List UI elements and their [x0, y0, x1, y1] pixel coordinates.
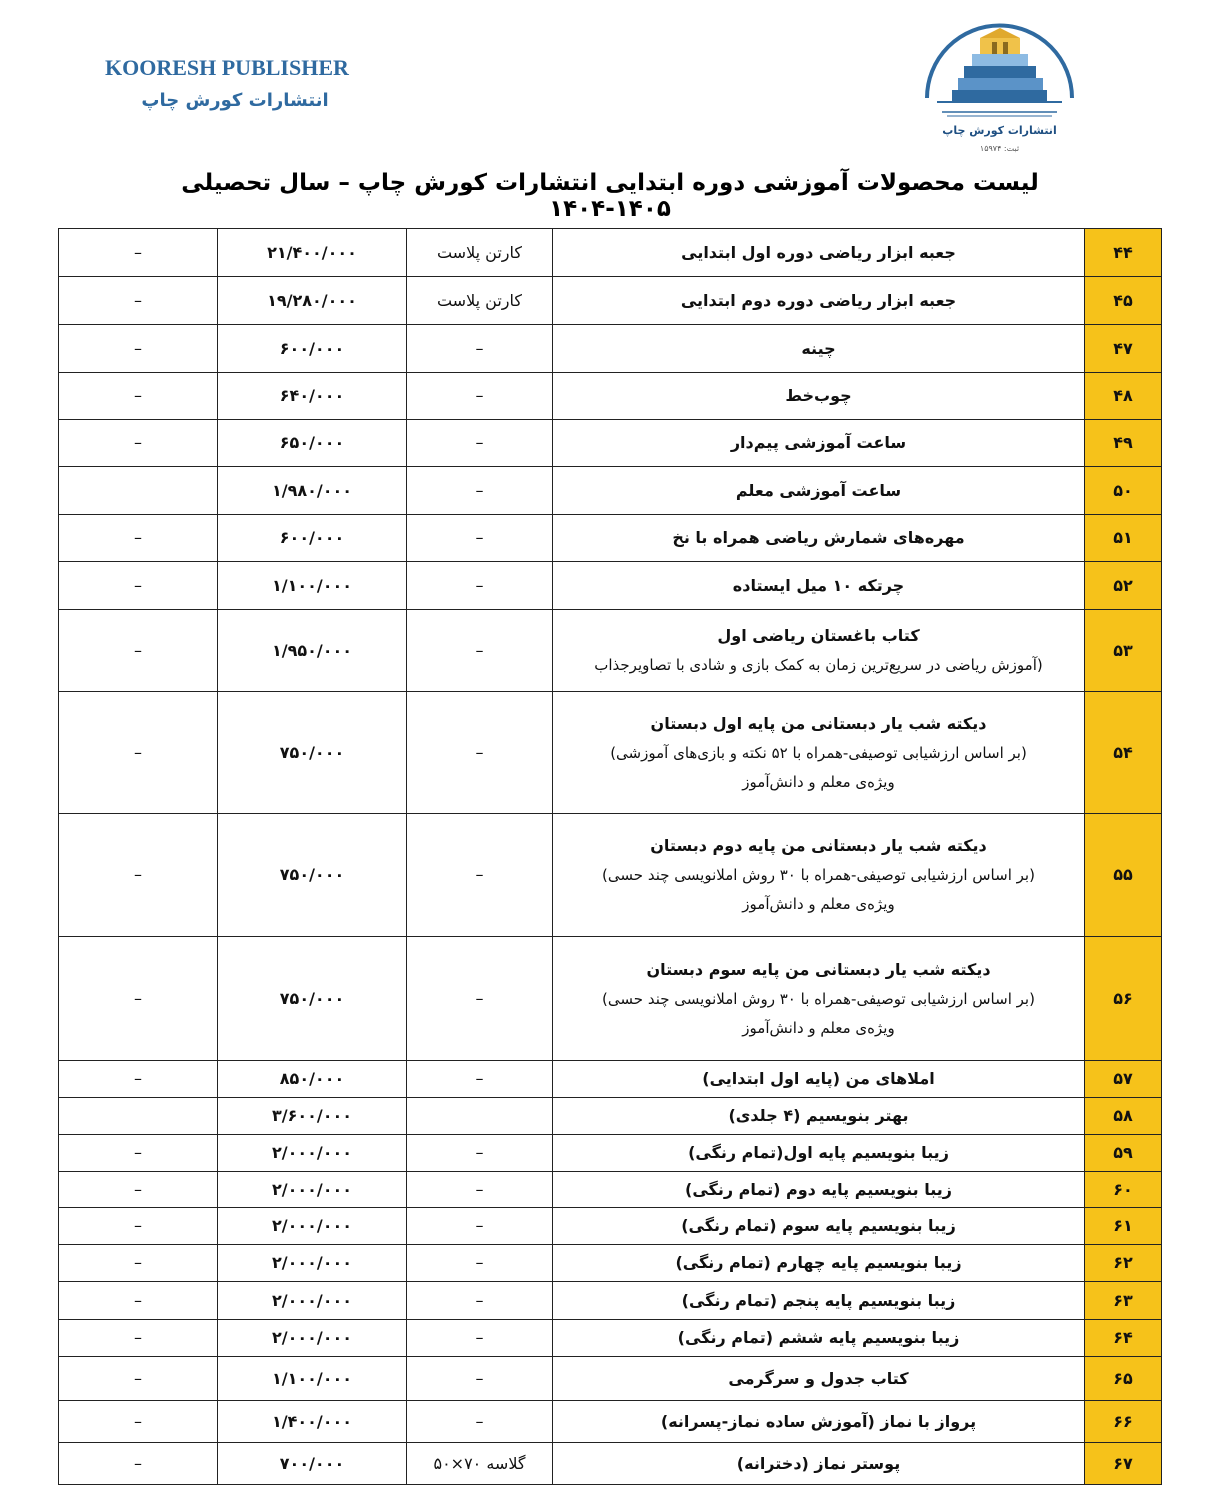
product-name [553, 373, 1085, 420]
product-cover: کارتن پلاست [407, 229, 553, 277]
product-cover: – [407, 562, 553, 610]
product-title: زیبا بنویسیم پایه سوم (تمام رنگی) [681, 1216, 956, 1235]
product-audience: ویژه‌ی معلم و دانش‌آموز [742, 772, 895, 791]
table-row [59, 1208, 1162, 1245]
product-extra: – [59, 325, 218, 373]
product-extra: – [59, 1061, 218, 1098]
product-title: پوستر نماز (دخترانه) [736, 1453, 901, 1473]
product-name [553, 1357, 1085, 1401]
product-table [58, 228, 1162, 1485]
product-title: جعبه ابزار ریاضی دوره دوم ابتدایی [680, 290, 957, 310]
table-row [59, 692, 1162, 814]
table-row [59, 467, 1162, 515]
product-cover: – [407, 1208, 553, 1245]
page-title: لیست محصولات آموزشی دوره ابتدایی انتشارات کورش چاپ – سال تحصیلی ۱۴۰۵-۱۴۰۴ [181, 170, 1039, 222]
product-cover: گلاسه ۷۰×۵۰ [407, 1443, 553, 1485]
product-cover: – [407, 1245, 553, 1282]
table-row [59, 1098, 1162, 1135]
row-number: ۵۰ [1085, 467, 1162, 515]
table-row [59, 562, 1162, 610]
product-title: مهره‌های شمارش ریاضی همراه با نخ [672, 528, 965, 547]
product-name [553, 1061, 1085, 1098]
product-name [553, 467, 1085, 515]
product-title: چرتکه ۱۰ میل ایستاده [732, 575, 905, 595]
table-row [59, 814, 1162, 937]
product-extra [59, 467, 218, 515]
row-number: ۵۵ [1085, 814, 1162, 937]
product-price: ۱۹/۲۸۰/۰۰۰ [218, 277, 407, 325]
product-name [553, 229, 1085, 277]
product-extra: – [59, 277, 218, 325]
row-number: ۶۰ [1085, 1172, 1162, 1208]
row-number: ۵۸ [1085, 1098, 1162, 1135]
product-price: ۷۰۰/۰۰۰ [218, 1443, 407, 1485]
product-title: کتاب جدول و سرگرمی [728, 1368, 909, 1388]
product-extra: – [59, 1172, 218, 1208]
product-extra: – [59, 692, 218, 814]
product-extra: – [59, 1282, 218, 1320]
product-price: ۳/۶۰۰/۰۰۰ [218, 1098, 407, 1135]
product-extra: – [59, 1245, 218, 1282]
table-row [59, 937, 1162, 1061]
product-name [553, 1245, 1085, 1282]
product-description: (بر اساس ارزشیابی توصیفی-همراه با ۳۰ روش املانویسی چند حسی) [602, 866, 1035, 885]
product-price: ۲/۰۰۰/۰۰۰ [218, 1135, 407, 1172]
product-cover: – [407, 420, 553, 467]
product-extra: – [59, 1208, 218, 1245]
product-price: ۱/۹۸۰/۰۰۰ [218, 467, 407, 515]
product-price: ۱/۱۰۰/۰۰۰ [218, 562, 407, 610]
product-title: چوب‌خط [785, 386, 852, 405]
publisher-name-fa: انتشارات کورش چاپ [141, 90, 329, 111]
product-name [553, 692, 1085, 814]
product-description: (بر اساس ارزشیابی توصیفی-همراه با ۵۲ نکته و بازی‌های آموزشی) [610, 743, 1027, 762]
product-cover: – [407, 1172, 553, 1208]
product-price: ۲/۰۰۰/۰۰۰ [218, 1208, 407, 1245]
product-title: دیکته شب یار دبستانی من پایه دوم دبستان [650, 836, 987, 856]
product-title: املاهای من (پایه اول ابتدایی) [702, 1069, 935, 1088]
row-number: ۶۷ [1085, 1443, 1162, 1485]
row-number: ۵۶ [1085, 937, 1162, 1061]
product-extra: – [59, 229, 218, 277]
table-row [59, 1135, 1162, 1172]
product-cover: – [407, 814, 553, 937]
product-title: چینه [801, 338, 836, 358]
table-row [59, 610, 1162, 692]
product-extra: – [59, 420, 218, 467]
product-cover: – [407, 610, 553, 692]
product-name [553, 515, 1085, 562]
row-number: ۶۶ [1085, 1401, 1162, 1443]
row-number: ۶۵ [1085, 1357, 1162, 1401]
product-cover: – [407, 467, 553, 515]
product-title: زیبا بنویسیم پایه پنجم (تمام رنگی) [681, 1290, 956, 1310]
product-price: ۲/۰۰۰/۰۰۰ [218, 1172, 407, 1208]
product-price: ۶۰۰/۰۰۰ [218, 325, 407, 373]
product-title: زیبا بنویسیم پایه ششم (تمام رنگی) [677, 1328, 960, 1347]
product-price: ۱/۹۵۰/۰۰۰ [218, 610, 407, 692]
product-price: ۲۱/۴۰۰/۰۰۰ [218, 229, 407, 277]
row-number: ۴۸ [1085, 373, 1162, 420]
product-price: ۲/۰۰۰/۰۰۰ [218, 1320, 407, 1357]
product-price: ۷۵۰/۰۰۰ [218, 937, 407, 1061]
row-number: ۶۳ [1085, 1282, 1162, 1320]
product-extra: – [59, 814, 218, 937]
product-name [553, 1282, 1085, 1320]
product-cover: – [407, 1401, 553, 1443]
product-name [553, 325, 1085, 373]
product-cover: – [407, 373, 553, 420]
product-extra: – [59, 373, 218, 420]
row-number: ۶۱ [1085, 1208, 1162, 1245]
product-price: ۱/۱۰۰/۰۰۰ [218, 1357, 407, 1401]
row-number: ۶۴ [1085, 1320, 1162, 1357]
product-cover: کارتن پلاست [407, 277, 553, 325]
product-extra: – [59, 1401, 218, 1443]
product-description: (بر اساس ارزشیابی توصیفی-همراه با ۳۰ روش املانویسی چند حسی) [602, 989, 1035, 1008]
table-row [59, 420, 1162, 467]
product-title: بهتر بنویسیم (۴ جلدی) [728, 1106, 909, 1125]
product-title: زیبا بنویسیم پایه دوم (تمام رنگی) [685, 1179, 952, 1199]
product-cover: – [407, 1061, 553, 1098]
logo-registration: ثبت: ۱۵۹۷۴ [979, 144, 1020, 153]
row-number: ۶۲ [1085, 1245, 1162, 1282]
row-number: ۵۴ [1085, 692, 1162, 814]
row-number: ۵۱ [1085, 515, 1162, 562]
product-cover: – [407, 325, 553, 373]
product-extra: – [59, 1443, 218, 1485]
product-name [553, 610, 1085, 692]
table-row [59, 325, 1162, 373]
product-cover [407, 1098, 553, 1135]
product-cover: – [407, 515, 553, 562]
product-title: زیبا بنویسیم پایه چهارم (تمام رنگی) [675, 1253, 962, 1272]
table-row [59, 277, 1162, 325]
table-row [59, 1357, 1162, 1401]
row-number: ۴۵ [1085, 277, 1162, 325]
product-extra: – [59, 515, 218, 562]
product-price: ۲/۰۰۰/۰۰۰ [218, 1282, 407, 1320]
product-price: ۶۵۰/۰۰۰ [218, 420, 407, 467]
product-audience: ویژه‌ی معلم و دانش‌آموز [742, 1018, 895, 1037]
product-cover: – [407, 692, 553, 814]
product-price: ۷۵۰/۰۰۰ [218, 814, 407, 937]
logo-caption: انتشارات کورش چاپ [942, 124, 1057, 137]
row-number: ۵۲ [1085, 562, 1162, 610]
product-title: کتاب باغستان ریاضی اول [717, 626, 920, 646]
table-row [59, 515, 1162, 562]
product-name [553, 1401, 1085, 1443]
table-row [59, 1443, 1162, 1485]
product-extra: – [59, 1357, 218, 1401]
product-cover: – [407, 1320, 553, 1357]
product-name [553, 814, 1085, 937]
row-number: ۵۳ [1085, 610, 1162, 692]
product-extra: – [59, 610, 218, 692]
table-row [59, 1401, 1162, 1443]
product-extra: – [59, 937, 218, 1061]
product-title: زیبا بنویسیم پایه اول(تمام رنگی) [688, 1143, 949, 1162]
product-name [553, 937, 1085, 1061]
product-description: (آموزش ریاضی در سریع‌ترین زمان به کمک بازی و شادی با تصاویرجذاب [594, 656, 1043, 675]
product-title: ساعت آموزشی معلم [735, 480, 902, 500]
product-extra: – [59, 1135, 218, 1172]
product-title: پرواز با نماز (آموزش ساده نماز-پسرانه) [660, 1411, 977, 1431]
row-number: ۴۴ [1085, 229, 1162, 277]
table-row [59, 1245, 1162, 1282]
row-number: ۵۹ [1085, 1135, 1162, 1172]
product-price: ۸۵۰/۰۰۰ [218, 1061, 407, 1098]
table-row [59, 1172, 1162, 1208]
table-row [59, 1282, 1162, 1320]
product-cover: – [407, 1357, 553, 1401]
product-name [553, 1320, 1085, 1357]
row-number: ۴۹ [1085, 420, 1162, 467]
table-row [59, 373, 1162, 420]
product-cover: – [407, 937, 553, 1061]
product-price: ۱/۴۰۰/۰۰۰ [218, 1401, 407, 1443]
product-extra: – [59, 1320, 218, 1357]
product-name [553, 1135, 1085, 1172]
product-audience: ویژه‌ی معلم و دانش‌آموز [742, 895, 895, 913]
product-extra [59, 1098, 218, 1135]
product-title: دیکته شب یار دبستانی من پایه سوم دبستان [646, 959, 991, 979]
product-name [553, 562, 1085, 610]
product-name [553, 1172, 1085, 1208]
table-row [59, 229, 1162, 277]
product-table-body [59, 229, 1162, 1485]
row-number: ۵۷ [1085, 1061, 1162, 1098]
product-name [553, 1443, 1085, 1485]
product-title: ساعت آموزشی پیم‌دار [730, 433, 907, 452]
row-number: ۴۷ [1085, 325, 1162, 373]
table-row [59, 1320, 1162, 1357]
publisher-name-en: KOORESH PUBLISHER [105, 55, 349, 80]
product-name [553, 277, 1085, 325]
product-title: دیکته شب یار دبستانی من پایه اول دبستان [650, 713, 987, 733]
product-title: جعبه ابزار ریاضی دوره اول ابتدایی [681, 242, 956, 262]
product-name [553, 1208, 1085, 1245]
product-name [553, 420, 1085, 467]
product-cover: – [407, 1135, 553, 1172]
product-price: ۶۴۰/۰۰۰ [218, 373, 407, 420]
product-price: ۲/۰۰۰/۰۰۰ [218, 1245, 407, 1282]
product-price: ۷۵۰/۰۰۰ [218, 692, 407, 814]
product-name [553, 1098, 1085, 1135]
product-price: ۶۰۰/۰۰۰ [218, 515, 407, 562]
product-extra: – [59, 562, 218, 610]
product-cover: – [407, 1282, 553, 1320]
table-row [59, 1061, 1162, 1098]
